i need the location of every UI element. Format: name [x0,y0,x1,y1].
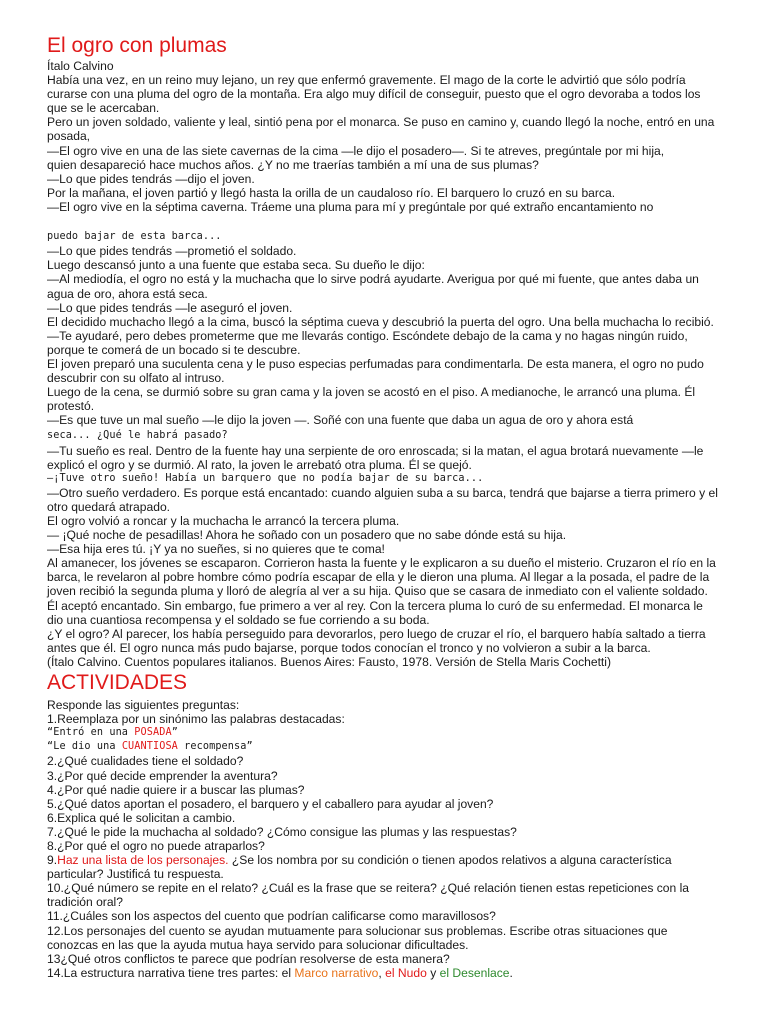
activities-list [47,698,721,980]
question-item: 4.¿Por qué nadie quiere ir a buscar las plumas? [47,782,305,797]
example-quote: “Le dio una CUANTIOSA recompensa” [47,741,253,753]
paragraph: —Lo que pides tendrás —le aseguró el joven. [47,300,293,315]
question-item: 2.¿Qué cualidades tiene el soldado? [47,754,244,769]
paragraph: —El ogro vive en una de las siete cavernas de la cima —le dijo el posadero—. Si te atreves, pregúntale por mi hija, quien desapareció hace muchos años. ¿Y no me traerías también a mí una de sus plumas? [47,143,665,172]
question-item: 10.¿Qué número se repite en el relato? ¿Cuál es la frase que se reitera? ¿Qué relación tienen estas repeticiones con la tradición oral? [47,881,689,910]
paragraph: El joven preparó una suculenta cena y le puso especias perfumadas para condimentarla. De esta manera, el ogro no pudo descubrir con su olfato al intruso. [47,356,704,386]
question-item: 6.Explica qué le solicitan a cambio. [47,810,236,825]
paragraph: —Esa hija eres tú. ¡Y ya no sueñes, si no quieres que te coma! [47,542,385,557]
story-body [47,73,721,669]
paragraph: Pero un joven soldado, valiente y leal, sintió pena por el monarca. Se puso en camino y, cuando llegó la noche, entró en una posada, [47,115,715,144]
paragraph: —Al mediodía, el ogro no está y la muchacha que lo sirve podrá ayudarte. Averigua por qué mi fuente, que antes daba un agua de oro, ahora está seca. [47,272,699,301]
activities-heading: ACTIVIDADES [47,671,188,695]
paragraph: — ¡Qué noche de pesadillas! Ahora he soñado con un posadero que no sabe dónde está su hija. [47,528,567,543]
paragraph: puedo bajar de esta barca... [47,231,222,243]
question-item: 14.La estructura narrativa tiene tres partes: el Marco narrativo, el Nudo y el Desenlace. [47,965,513,980]
question-item: 12.Los personajes del cuento se ayudan mutuamente para solucionar sus problemas. Escribe otras situaciones que conozcas en las que la ayuda mutua haya servido para solucionar dificultades. [47,923,668,952]
paragraph: ¿Y el ogro? Al parecer, los había perseguido para devorarlos, pero luego de cruzar el río, el barquero había saltado a tierra antes que él. El ogro nunca más pudo bajarse, porque todos conocían el tronco y no volvieron a subir a la barca. [47,626,706,655]
paragraph: —Lo que pides tendrás —prometió el soldado. [47,244,297,259]
paragraph: Luego de la cena, se durmió sobre su gran cama y la joven se acostó en el piso. A medianoche, le arrancó una pluma. Él protestó. [47,385,696,414]
question-item: 7.¿Qué le pide la muchacha al soldado? ¿Cómo consigue las plumas y las respuestas? [47,824,517,839]
question-item: 8.¿Por qué el ogro no puede atraparlos? [47,838,265,853]
paragraph: —Te ayudaré, pero debes prometerme que me llevarás contigo. Escóndete debajo de la cama y no hagas ningún ruido, porque te comerá de un bocado si te descubre. [47,328,688,357]
question-item: 13¿Qué otros conflictos te parece que podrían resolverse de esta manera? [47,951,450,966]
paragraph: —¡Tuve otro sueño! Había un barquero que no podía bajar de su barca... [47,472,484,484]
story-author: Ítalo Calvino [47,59,114,73]
activities-intro: Responde las siguientes preguntas: [47,698,240,713]
paragraph: —El ogro vive en la séptima caverna. Tráeme una pluma para mí y pregúntale por qué extraño encantamiento no [47,199,654,214]
question-item: 3.¿Por qué decide emprender la aventura? [47,768,278,783]
paragraph: Había una vez, en un reino muy lejano, un rey que enfermó gravemente. El mago de la corte le advirtió que sólo podría curarse con una pluma del ogro de la montaña. Era algo muy difícil de conseguir, puesto que el ogro devoraba a todos los que se le acercaban. [47,73,701,116]
paragraph: Al amanecer, los jóvenes se escaparon. Corrieron hasta la fuente y le explicaron a su dueño el misterio. Cruzaron el río en la barca, le revelaron al pobre hombre cómo podría escapar de ella y le dieron una pluma. Al llegar a la posada, el padre de la joven recibió la segunda pluma y lloró de alegría al ver a su hija. Quiso que se casara de inmediato con el valiente soldado. Él aceptó encantado. Sin embargo, fue primero a ver al rey. Con la tercera pluma lo curó de su enfermedad. El monarca le dio una cuantiosa recompensa y el soldado se fue corriendo a su boda. [47,556,716,627]
citation: (Ítalo Calvino. Cuentos populares italianos. Buenos Aires: Fausto, 1978. Versión de Stella Maris Cochetti) [47,654,612,669]
paragraph: —Lo que pides tendrás —dijo el joven. [47,171,255,186]
question-item: 11.¿Cuáles son los aspectos del cuento que podrían calificarse como maravillosos? [47,909,496,924]
paragraph: —Es que tuve un mal sueño —le dijo la joven —. Soñé con una fuente que daba un agua de oro y ahora está seca... ¿Qué le habrá pasado? [47,413,634,442]
question-item: 1.Reemplaza por un sinónimo las palabras destacadas: [47,712,345,727]
paragraph: —Tu sueño es real. Dentro de la fuente hay una serpiente de oro enroscada; si la matan, el agua brotará nuevamente —le explicó el ogro y se durmió. Al rato, la joven le arrebató otra pluma. Él se quejó. [47,443,704,472]
question-item: 9.Haz una lista de los personajes. ¿Se los nombra por su condición o tienen apodos relativos a alguna característica particular? Justificá tu respuesta. [47,853,672,882]
paragraph: Por la mañana, el joven partió y llegó hasta la orilla de un caudaloso río. El barquero lo cruzó en su barca. [47,185,616,200]
example-quote: “Entró en una POSADA” [47,727,178,739]
paragraph: —Otro sueño verdadero. Es porque está encantado: cuando alguien suba a su barca, tendrá que bajarse a tierra primero y el otro quedará atrapado. [47,485,718,514]
question-item: 5.¿Qué datos aportan el posadero, el barquero y el caballero para ayudar al joven? [47,796,494,811]
paragraph: Luego descansó junto a una fuente que estaba seca. Su dueño le dijo: [47,258,425,273]
story-title: El ogro con plumas [47,34,227,57]
paragraph: El ogro volvió a roncar y la muchacha le arrancó la tercera pluma. [47,514,400,528]
paragraph: El decidido muchacho llegó a la cima, buscó la séptima cueva y descubrió la puerta del ogro. Una bella muchacha lo recibió. [47,314,714,329]
